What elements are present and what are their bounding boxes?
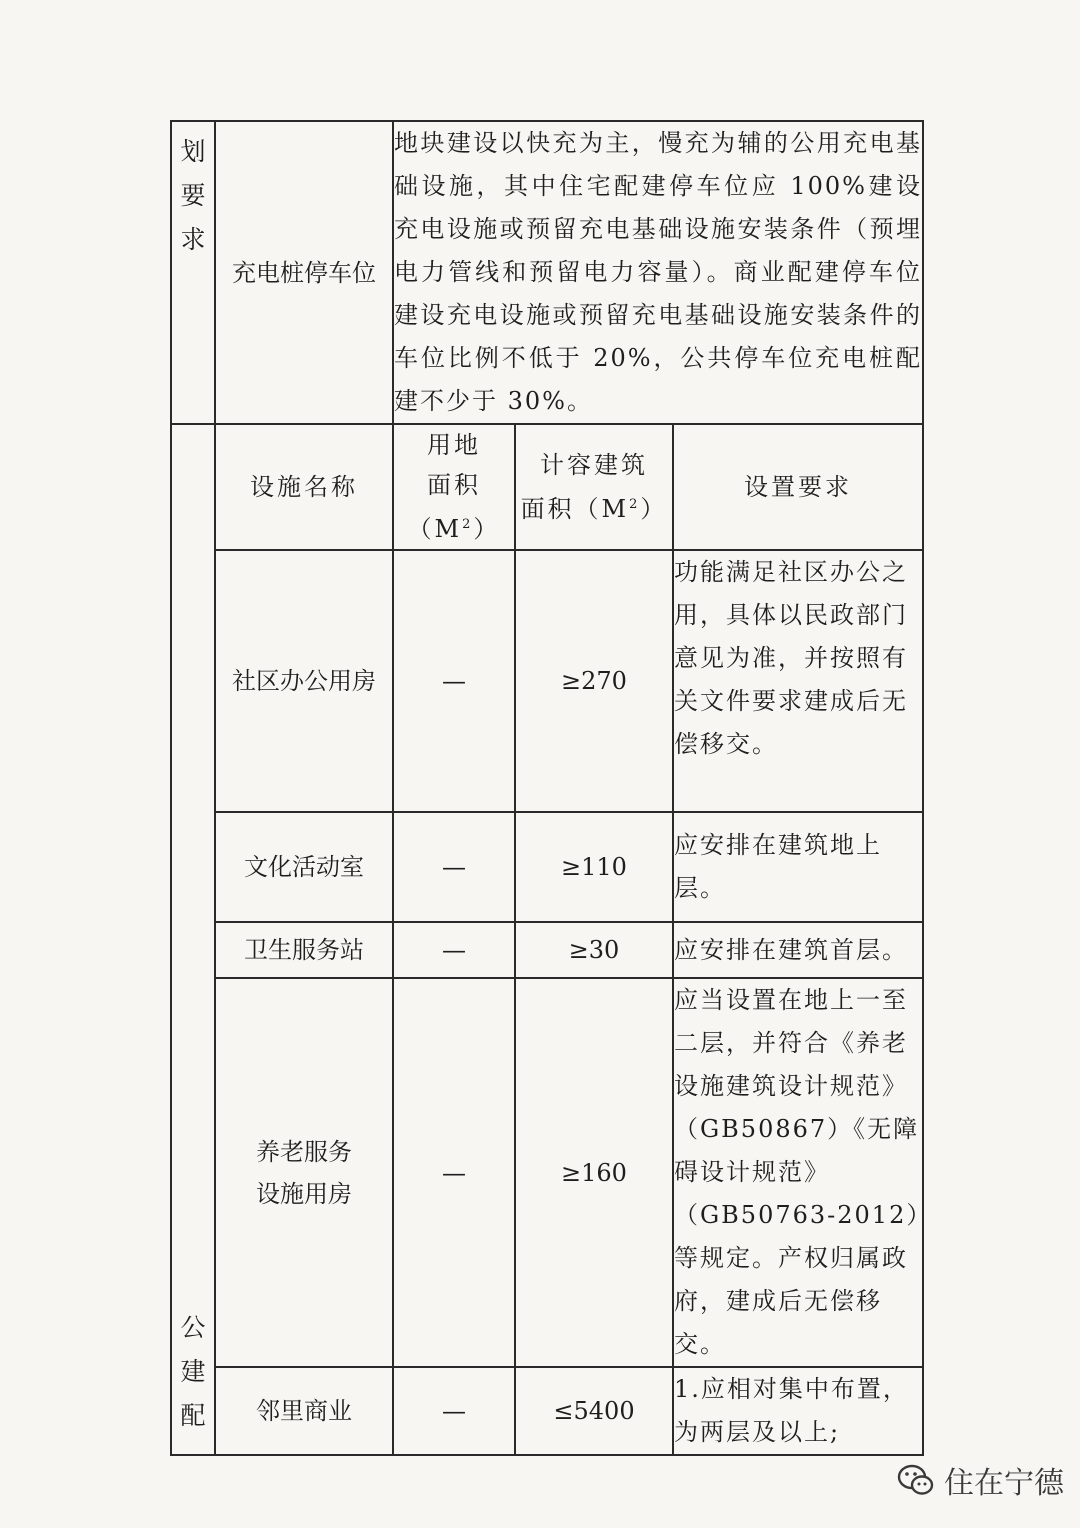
header-floor-area-line1: 计容建筑	[540, 451, 648, 479]
facilities-header-row	[171, 424, 923, 550]
unit-close: ）	[640, 495, 668, 523]
section-label-planning	[171, 121, 215, 424]
unit-superscript: 2	[629, 497, 641, 512]
header-name: 设施名称	[215, 424, 393, 550]
header-land-area	[393, 424, 515, 550]
facility-name: 社区办公用房	[215, 550, 393, 812]
land-area-value: —	[393, 922, 515, 978]
floor-area-value: ≥270	[515, 550, 673, 812]
requirement-text: 应安排在建筑首层。	[673, 922, 923, 978]
requirement-text: 1.应相对集中布置，为两层及以上;	[673, 1367, 923, 1455]
floor-area-value: ≥110	[515, 812, 673, 922]
table-row	[171, 812, 923, 922]
header-land-area-line2	[394, 465, 514, 549]
side-char: 划	[180, 137, 206, 166]
requirement-text: 应当设置在地上一至二层，并符合《养老设施建筑设计规范》（GB50867）《无障碍设计规范》（GB50763-2012）等规定。产权归属政府，建成后无偿移交。	[673, 978, 923, 1367]
land-area-value: —	[393, 812, 515, 922]
item-description: 地块建设以快充为主，慢充为辅的公用充电基础设施，其中住宅配建停车位应 100%建设充电设施或预留充电基础设施安装条件（预埋电力管线和预留电力容量）。商业配建停车位建设充电设施或预留充电基础设施安装条件的车位比例不低于 20%，公共停车位充电桩配建不少于 30%。	[393, 121, 923, 424]
wechat-icon	[896, 1460, 936, 1500]
requirement-text: 功能满足社区办公之用，具体以民政部门意见为准，并按照有关文件要求建成后无偿移交。	[673, 550, 923, 812]
unit-close: ）	[473, 515, 501, 543]
header-floor-area	[515, 424, 673, 550]
table-row	[171, 978, 923, 1367]
table-row	[171, 1367, 923, 1455]
item-name-cell: 充电桩停车位	[215, 121, 393, 424]
unit-superscript: 2	[462, 517, 474, 532]
side-char: 要	[180, 181, 206, 210]
table-row	[171, 922, 923, 978]
side-char: 求	[180, 225, 206, 254]
table-row	[171, 550, 923, 812]
side-char: 配	[180, 1401, 206, 1430]
floor-area-value: ≤5400	[515, 1367, 673, 1455]
facility-name: 邻里商业	[215, 1367, 393, 1455]
land-area-value: —	[393, 550, 515, 812]
account-watermark	[896, 1458, 1064, 1502]
side-char: 公	[180, 1313, 206, 1342]
watermark-text: 住在宁德	[944, 1466, 1064, 1501]
facility-name: 养老服务设施用房	[215, 978, 393, 1367]
charging-parking-row	[171, 121, 923, 424]
facility-name: 卫生服务站	[215, 922, 393, 978]
side-char: 建	[180, 1357, 206, 1386]
floor-area-value: ≥160	[515, 978, 673, 1367]
floor-area-value: ≥30	[515, 922, 673, 978]
unit-text: 面积（M	[407, 471, 481, 543]
section-label-facilities	[171, 424, 215, 1455]
facility-name: 文化活动室	[215, 812, 393, 922]
land-area-value: —	[393, 978, 515, 1367]
header-requirement: 设置要求	[673, 424, 923, 550]
planning-table	[170, 120, 924, 1456]
header-floor-area-line2	[516, 485, 672, 529]
unit-text: 面积（M	[520, 495, 630, 523]
header-land-area-line1: 用地	[427, 431, 481, 459]
land-area-value: —	[393, 1367, 515, 1455]
requirement-text: 应安排在建筑地上层。	[673, 812, 923, 922]
